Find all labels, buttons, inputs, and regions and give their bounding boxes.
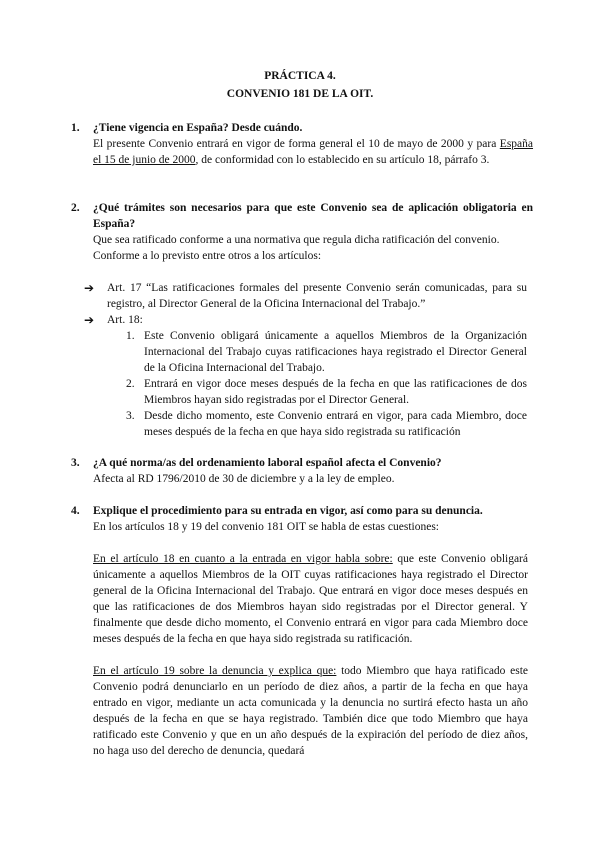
- question-2: [71, 200, 533, 264]
- paragraph-text: todo Miembro que haya ratificado este Convenio podrá denunciarlo en un período de diez años, a partir de la fecha en que haya entrado en vigor, mediante un acta comunicada y la denuncia no surtirá efecto hasta un año después de la fecha en que se haya registrado. También dice que todo Miembro que haya ratificado este Convenio y que en un año después de la expiración del período de diez años, no haga uso del derecho de denuncia, quedará: [93, 665, 528, 757]
- paragraph-text: que este Convenio obligará únicamente a aquellos Miembros de la OIT cuyas ratificaciones haya registrado el Director general de la Oficina Internacional del Trabajo. Que entrará en vigor doce meses después en que las ratificaciones de dos Miembros hayan sido registradas por el Director general. Y finalmente que desde dicho momento, el Convenio entrará en vigor para cada Miembro doce meses después de la fecha en que haya sido registrada su ratificación.: [93, 553, 528, 645]
- question-heading: ¿Qué trámites son necesarios para que este Convenio sea de aplicación obligatoria en España?: [93, 202, 533, 230]
- question-number: 3.: [71, 457, 80, 469]
- document-subtitle: CONVENIO 181 DE LA OIT.: [226, 88, 374, 100]
- question-number: 2.: [71, 202, 80, 214]
- list-item: Entrará en vigor doce meses después de la fecha en que las ratificaciones de dos Miembros hayan sido registradas por el Director General.: [144, 378, 527, 406]
- document-title: PRÁCTICA 4.: [264, 70, 336, 82]
- arrow-bullet-icon: ➔: [84, 281, 95, 295]
- underlined-heading: En el artículo 18 en cuanto a la entrada en vigor habla sobre:: [93, 553, 393, 565]
- article-17-text: Art. 17 “Las ratificaciones formales del presente Convenio serán comunicadas, para su registro, al Director General de la Oficina Internacional del Trabajo.”: [107, 282, 527, 310]
- article-18-label: Art. 18:: [107, 314, 143, 326]
- paragraph-article-19: [93, 663, 528, 759]
- question-4: [71, 503, 533, 535]
- question-heading: ¿A qué norma/as del ordenamiento laboral español afecta el Convenio?: [93, 457, 442, 469]
- answer-text: Afecta al RD 1796/2010 de 30 de diciembre y a la ley de empleo.: [93, 473, 395, 485]
- question-3: [71, 455, 533, 487]
- underlined-date: España el 15 de junio de 2000: [93, 138, 534, 166]
- list-item-number: 2.: [126, 378, 135, 390]
- answer-part: , de conformidad con lo establecido en su artículo 18, párrafo 3.: [195, 154, 490, 166]
- answer-text: Que sea ratificado conforme a una normativa que regula dicha ratificación del convenio.: [93, 234, 500, 246]
- answer-part: El presente Convenio entrará en vigor de forma general el 10 de mayo de 2000 y para: [93, 138, 497, 150]
- question-number: 1.: [71, 122, 80, 134]
- question-number: 4.: [71, 505, 80, 517]
- answer-text: [93, 136, 533, 168]
- list-item: Desde dicho momento, este Convenio entrará en vigor, para cada Miembro, doce meses después de la fecha en que haya sido registrada su ratificación: [144, 410, 527, 438]
- list-item-number: 3.: [126, 410, 135, 422]
- list-item: Este Convenio obligará únicamente a aquellos Miembros de la Organización Internacional del Trabajo cuyas ratificaciones haya registrado el Director General de la Oficina Internacional del Trabajo.: [144, 330, 527, 374]
- paragraph-article-18: [93, 551, 528, 647]
- answer-text: En los artículos 18 y 19 del convenio 181 OIT se habla de estas cuestiones:: [93, 521, 439, 533]
- list-item-number: 1.: [126, 330, 135, 342]
- underlined-heading: En el artículo 19 sobre la denuncia y explica que:: [93, 665, 337, 677]
- question-heading: ¿Tiene vigencia en España? Desde cuándo.: [93, 122, 303, 134]
- question-1: [71, 120, 534, 168]
- answer-text: Conforme a lo previsto entre otros a los artículos:: [93, 250, 322, 262]
- arrow-bullet-icon: ➔: [84, 313, 95, 327]
- question-heading: Explique el procedimiento para su entrada en vigor, así como para su denuncia.: [93, 505, 483, 517]
